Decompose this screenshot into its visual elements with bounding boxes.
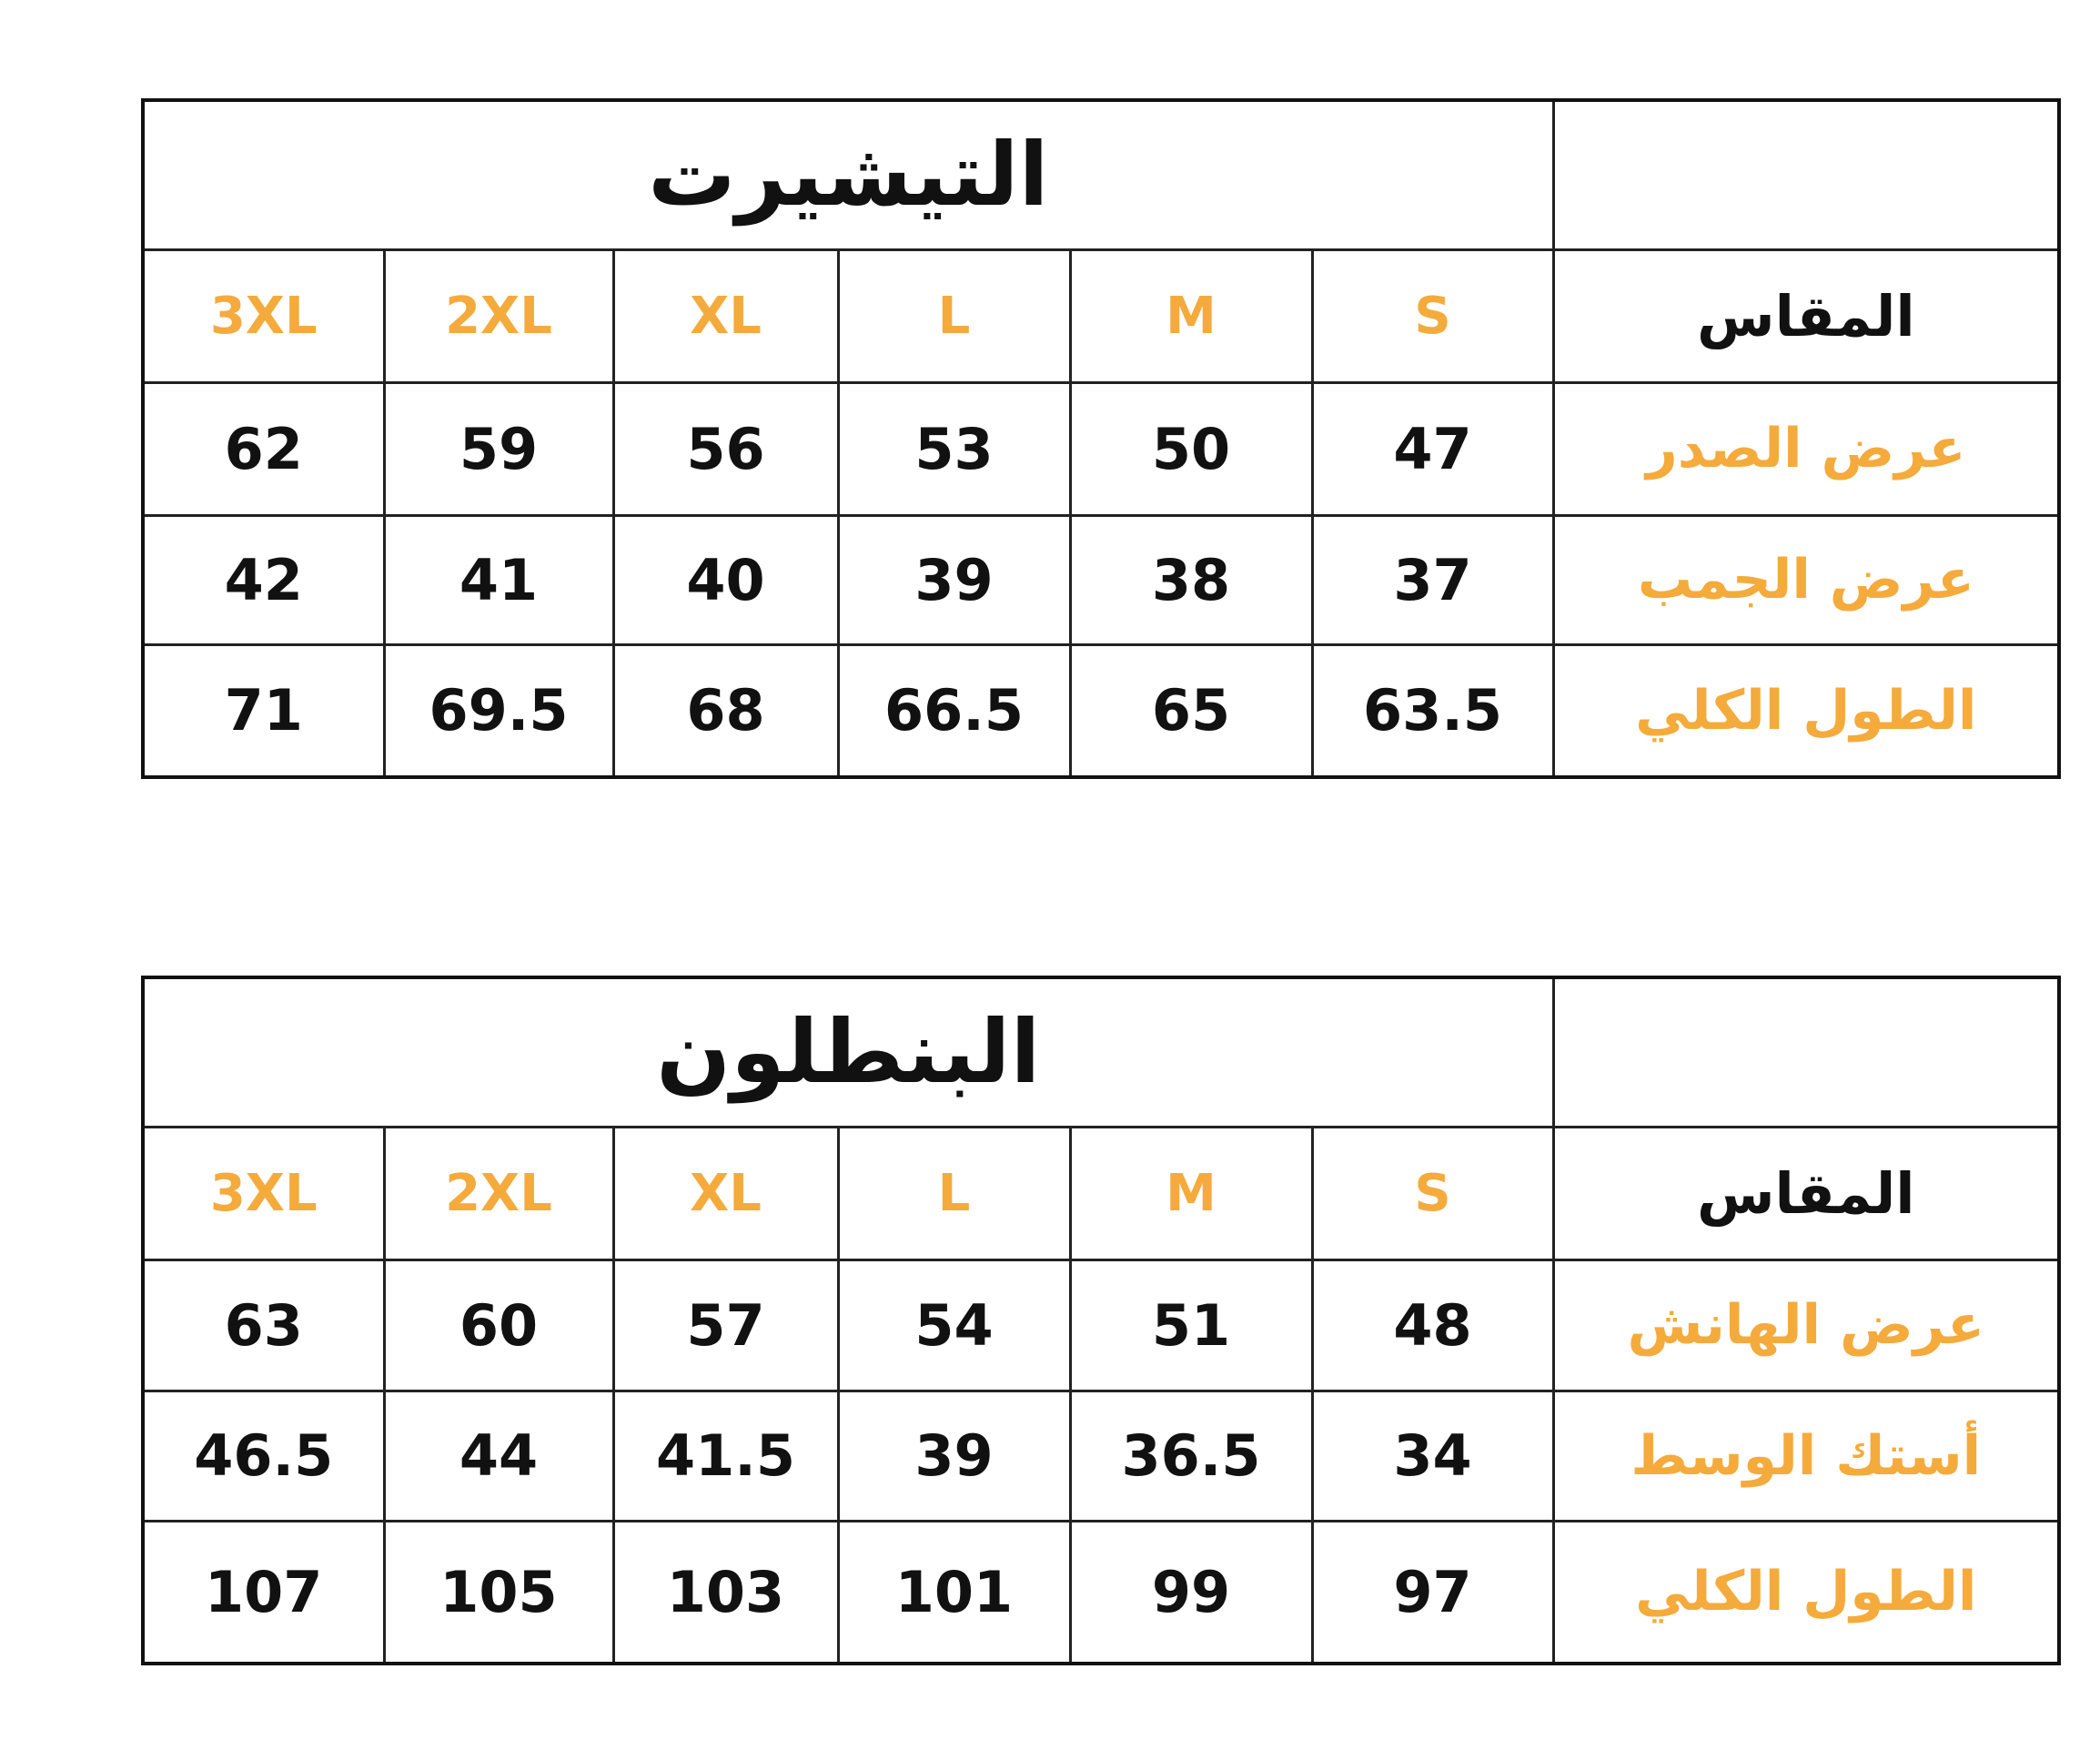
size-header-3xl: 3XL [143,249,384,382]
value-cell: 50 [1070,382,1312,515]
size-column-label: المقاس [1553,249,2059,382]
value-cell: 36.5 [1070,1391,1312,1521]
value-cell: 44 [384,1391,613,1521]
value-cell: 56 [613,382,838,515]
title-row [143,100,2059,249]
size-header-s: S [1312,249,1553,382]
title-row [143,977,2059,1127]
value-cell: 34 [1312,1391,1553,1521]
size-header-m: M [1070,249,1312,382]
row-label: عرض الجمب [1553,515,2059,644]
value-cell: 39 [838,1391,1070,1521]
size-header-l: L [838,249,1070,382]
row-label: عرض الهانش [1553,1259,2059,1391]
value-cell: 53 [838,382,1070,515]
value-cell: 105 [384,1521,613,1664]
row-label: الطول الكلي [1553,644,2059,777]
value-cell: 66.5 [838,644,1070,777]
value-cell: 69.5 [384,644,613,777]
size-header-3xl: 3XL [143,1127,384,1259]
value-cell: 40 [613,515,838,644]
size-header-l: L [838,1127,1070,1259]
value-cell: 63.5 [1312,644,1553,777]
pants-size-table [141,976,2061,1665]
value-cell: 54 [838,1259,1070,1391]
size-header-2xl: 2XL [384,249,613,382]
table-row [143,1391,2059,1521]
value-cell: 97 [1312,1521,1553,1664]
pants-title: البنطلون [143,977,1553,1127]
value-cell: 103 [613,1521,838,1664]
value-cell: 42 [143,515,384,644]
value-cell: 37 [1312,515,1553,644]
value-cell: 63 [143,1259,384,1391]
value-cell: 59 [384,382,613,515]
table-row [143,515,2059,644]
value-cell: 41 [384,515,613,644]
corner-cell [1553,100,2059,249]
tshirt-title: التيشيرت [143,100,1553,249]
value-cell: 48 [1312,1259,1553,1391]
size-header-xl: XL [613,249,838,382]
value-cell: 68 [613,644,838,777]
corner-cell [1553,977,2059,1127]
table-row [143,644,2059,777]
size-header-row [143,249,2059,382]
value-cell: 46.5 [143,1391,384,1521]
size-header-row [143,1127,2059,1259]
value-cell: 60 [384,1259,613,1391]
value-cell: 71 [143,644,384,777]
table-row [143,1259,2059,1391]
row-label: الطول الكلي [1553,1521,2059,1664]
value-cell: 99 [1070,1521,1312,1664]
value-cell: 62 [143,382,384,515]
row-label: عرض الصدر [1553,382,2059,515]
value-cell: 65 [1070,644,1312,777]
size-header-m: M [1070,1127,1312,1259]
size-header-2xl: 2XL [384,1127,613,1259]
value-cell: 107 [143,1521,384,1664]
value-cell: 51 [1070,1259,1312,1391]
value-cell: 38 [1070,515,1312,644]
table-row [143,1521,2059,1664]
table-row [143,382,2059,515]
value-cell: 57 [613,1259,838,1391]
row-label: أستك الوسط [1553,1391,2059,1521]
value-cell: 41.5 [613,1391,838,1521]
size-column-label: المقاس [1553,1127,2059,1259]
size-header-s: S [1312,1127,1553,1259]
tshirt-size-table [141,98,2061,779]
value-cell: 101 [838,1521,1070,1664]
value-cell: 47 [1312,382,1553,515]
size-header-xl: XL [613,1127,838,1259]
value-cell: 39 [838,515,1070,644]
